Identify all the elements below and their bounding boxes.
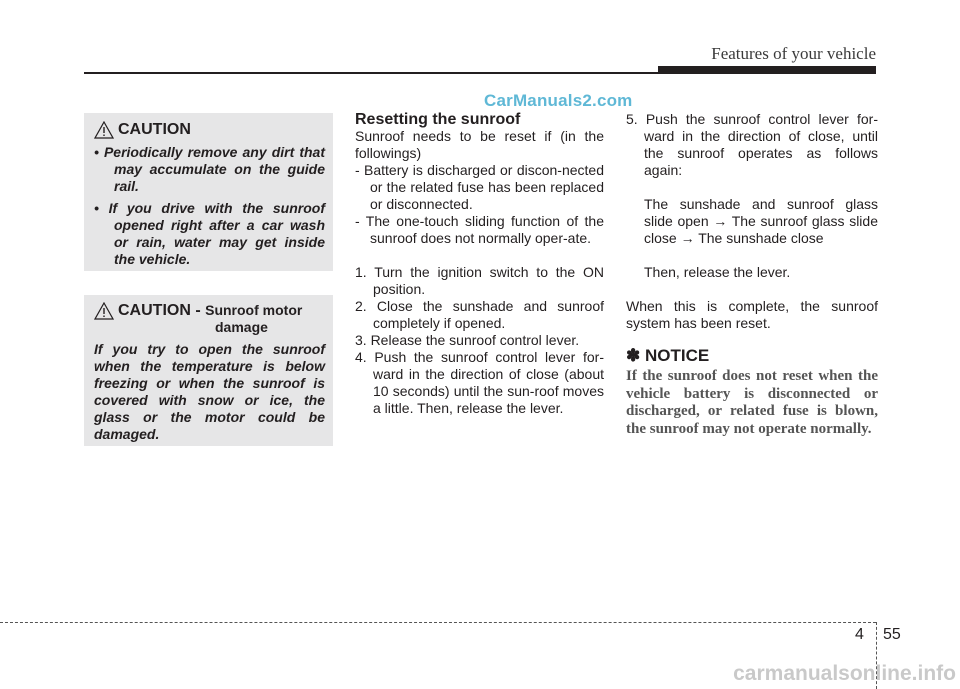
condition-item: - The one-touch sliding function of the sunroof does not normally oper-ate. (355, 213, 604, 246)
caution-subtitle: Sunroof motor (205, 302, 303, 318)
caution-title: CAUTION - (118, 302, 206, 319)
caution-box-guide-rail (84, 113, 333, 271)
header-rule (84, 72, 876, 74)
main-column (355, 111, 604, 417)
step-item: 5. Push the sunroof control lever for-ward in the direction of close, until the sunroof operates as follows again: (626, 111, 878, 178)
caution-title: CAUTION (118, 121, 191, 138)
notice-title: NOTICE (644, 346, 710, 365)
caution-subtitle-line2: damage (215, 319, 268, 335)
condition-item: - Battery is discharged or discon-nected or the related fuse has been replaced or disconnected. (355, 162, 604, 212)
notice-title-row (626, 347, 878, 364)
complete-text: When this is complete, the sunroof system has been reset. (626, 298, 878, 331)
footer-rule (0, 622, 876, 623)
caution-item: • Periodically remove any dirt that may accumulate on the guide rail. (94, 144, 325, 194)
caution-list (94, 144, 325, 268)
right-column (626, 111, 878, 438)
caution-title-row (94, 121, 325, 139)
step-item: 4. Push the sunroof control lever for-ward in the direction of close (about 10 seconds) until the sun-roof moves a little. Then, release the lever. (355, 349, 604, 416)
step-item: 3. Release the sunroof control lever. (355, 332, 580, 348)
caution-box-motor-damage (84, 295, 333, 446)
watermark-bottom: carmanualsonline.info (733, 662, 956, 685)
watermark-top: CarManuals2.com (484, 91, 633, 110)
page-number: 55 (883, 626, 901, 643)
intro-text: Sunroof needs to be reset if (in the followings) (355, 128, 604, 161)
caution-item: • If you drive with the sunroof opened right after a car wash or rain, water may get inside the vehicle. (94, 200, 325, 267)
release-text: Then, release the lever. (644, 264, 791, 280)
warning-triangle-icon (94, 302, 114, 320)
header-section-title: Features of your vehicle (711, 44, 876, 63)
notice-text: If the sunroof does not reset when the vehicle battery is disconnected or discharged, or related fuse is blown, the sunroof may not operate normally. (626, 368, 878, 437)
header-rule-accent (658, 66, 876, 72)
warning-triangle-icon (94, 121, 114, 139)
caution-title-group (118, 302, 302, 335)
caution-title-row (94, 302, 325, 335)
step-item: 1. Turn the ignition switch to the ON position. (355, 264, 604, 297)
step-item: 2. Close the sunshade and sunroof completely if opened. (355, 298, 604, 331)
sequence-text: The sunshade and sunroof glass slide open → The sunroof glass slide close → The sunshade close (644, 196, 878, 246)
caution-text: If you try to open the sunroof when the temperature is below freezing or when the sunroof is covered with snow or ice, the glass or the motor could be damaged. (94, 341, 325, 442)
notice-symbol-icon: ✽ (626, 346, 641, 365)
section-heading: Resetting the sunroof (355, 111, 521, 128)
chapter-number: 4 (855, 626, 864, 643)
